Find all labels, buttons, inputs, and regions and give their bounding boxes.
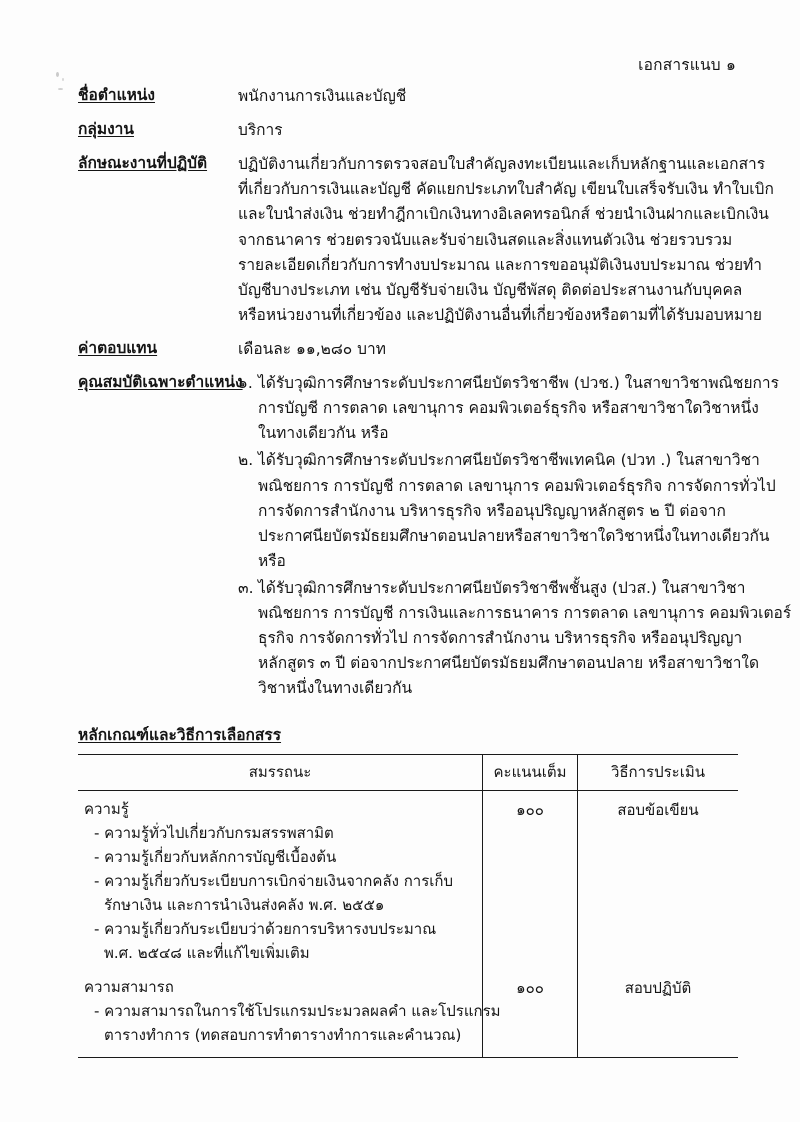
competency-group-title: ความสามารถ	[84, 977, 174, 996]
duties-line: บัญชีบางประเภท เช่น บัญชีรับจ่ายเงิน บัญชีพัสดุ ติดต่อประสานงานกับบุคคล	[238, 280, 743, 299]
qualification-item	[238, 576, 791, 702]
work-group-label: กลุ่มงาน	[78, 120, 134, 139]
full-score-value: ๑๐๐	[516, 800, 544, 819]
qualification-item	[238, 448, 791, 574]
qualification-line: หลักสูตร ๓ ปี ต่อจากประกาศนียบัตรมัธยมศึกษาตอนปลาย หรือสาขาวิชาใด	[258, 654, 760, 673]
duties-value	[238, 152, 774, 328]
list-item-continuation: รักษาเงิน และการนำเงินส่งคลัง พ.ศ. ๒๕๕๑	[104, 895, 385, 914]
cell-full-score	[483, 790, 578, 969]
list-item: - ความรู้ทั่วไปเกี่ยวกับกรมสรรพสามิต	[94, 823, 334, 842]
assessment-method-value: สอบข้อเขียน	[617, 800, 699, 819]
qualification-line: ประกาศนียบัตรมัธยมศึกษาตอนปลายหรือสาขาวิชาใดวิชาหนึ่งในทางเดียวกัน	[258, 526, 770, 545]
qualification-line: ในทางเดียวกัน หรือ	[258, 424, 389, 443]
criteria-heading: หลักเกณฑ์และวิธีการเลือกสรร	[78, 725, 282, 744]
qualification-line: การบัญชี การตลาด เลขานุการ คอมพิวเตอร์ธุรกิจ หรือสาขาวิชาใดวิชาหนึ่ง	[258, 399, 759, 418]
duties-line: ที่เกี่ยวกับการเงินและบัญชี คัดแยกประเภทใบสำคัญ เขียนใบเสร็จรับเงิน ทำใบเบิก	[238, 180, 774, 199]
attachment-label: เอกสารแนบ ๑	[638, 56, 736, 74]
scan-artifact-speck	[56, 72, 59, 77]
table-header-row	[78, 754, 738, 790]
qualification-number: ๑.	[238, 374, 253, 393]
position-title-value: พนักงานการเงินและบัญชี	[238, 87, 407, 105]
qualifications-label: คุณสมบัติเฉพาะตำแหน่ง	[78, 373, 243, 392]
qualification-text	[258, 576, 791, 702]
compensation-label: ค่าตอบแทน	[78, 338, 158, 357]
qualification-line: ได้รับวุฒิการศึกษาระดับประกาศนียบัตรวิชาชีพเทคนิค (ปวท .) ในสาขาวิชา	[258, 451, 760, 470]
qualification-line: หรือ	[258, 551, 286, 570]
list-item: - ความรู้เกี่ยวกับหลักการบัญชีเบื้องต้น	[94, 847, 337, 866]
duties-label: ลักษณะงานที่ปฏิบัติ	[78, 154, 208, 173]
field-qualifications	[78, 371, 792, 703]
qualification-text	[258, 448, 791, 574]
full-score-value: ๑๐๐	[516, 978, 544, 997]
criteria-table-body	[78, 790, 738, 1057]
qualification-line: ได้รับวุฒิการศึกษาระดับประกาศนียบัตรวิชาชีพ (ปวช.) ในสาขาวิชาพณิชยการ	[258, 374, 779, 393]
compensation-value: เดือนละ ๑๑,๒๘๐ บาท	[238, 339, 386, 358]
list-item-continuation: พ.ศ. ๒๕๔๘ และที่แก้ไขเพิ่มเติม	[104, 943, 310, 962]
cell-competency	[78, 969, 501, 1058]
table-row	[78, 790, 738, 969]
field-work-group	[78, 118, 738, 143]
work-group-value: บริการ	[238, 121, 283, 140]
competency-item-list	[84, 821, 474, 965]
qualification-line: การจัดการสำนักงาน บริหารธุรกิจ หรืออนุปริญญาหลักสูตร ๒ ปี ต่อจาก	[258, 501, 726, 520]
duties-line: รายละเอียดเกี่ยวกับการทำงบประมาณ และการขออนุมัติเงินงบประมาณ ช่วยทำ	[238, 255, 762, 274]
column-header-assessment-method: วิธีการประเมิน	[578, 754, 739, 790]
position-title-label: ชื่อตำแหน่ง	[78, 86, 155, 104]
duties-line: หรือหน่วยงานที่เกี่ยวข้อง และปฏิบัติงานอื่นที่เกี่ยวข้องหรือตามที่ได้รับมอบหมาย	[238, 305, 762, 324]
list-item: - ความรู้เกี่ยวกับระเบียบว่าด้วยการบริหารงบประมาณ พ.ศ. ๒๕๔๘ และที่แก้ไขเพิ่มเติม	[94, 917, 474, 965]
field-compensation	[78, 337, 738, 362]
field-position-title	[78, 84, 738, 109]
list-item-continuation: ตารางทำการ (ทดสอบการทำตารางทำการและคำนวณ)	[104, 1025, 462, 1044]
qualification-line: ได้รับวุฒิการศึกษาระดับประกาศนียบัตรวิชาชีพชั้นสูง (ปวส.) ในสาขาวิชา	[258, 578, 746, 597]
competency-item-list	[84, 999, 501, 1047]
cell-assessment-method	[578, 790, 739, 969]
competency-group-title: ความรู้	[84, 799, 129, 818]
scan-artifact-speck	[58, 88, 63, 90]
field-duties	[78, 152, 774, 328]
qualification-text	[258, 371, 791, 446]
column-header-competency: สมรรถนะ	[78, 754, 483, 790]
qualifications-list	[238, 371, 791, 703]
qualification-number: ๓.	[238, 578, 254, 597]
document-content	[78, 84, 792, 1058]
scan-artifact-speck	[62, 78, 64, 81]
cell-spacer	[84, 1047, 474, 1053]
cell-assessment-method	[578, 969, 739, 1058]
qualification-number: ๒.	[238, 451, 254, 470]
list-item: - ความสามารถในการใช้โปรแกรมประมวลผลคำ และโปรแกรม ตารางทำการ (ทดสอบการทำตารางทำการและคำนวณ)	[94, 999, 474, 1047]
list-item: - ความรู้เกี่ยวกับระเบียบการเบิกจ่ายเงินจากคลัง การเก็บ รักษาเงิน และการนำเงินส่งคลัง พ.ศ. ๒๕๕๑	[94, 869, 474, 917]
column-header-full-score: คะแนนเต็ม	[483, 754, 578, 790]
duties-line: และใบนำส่งเงิน ช่วยทำฎีกาเบิกเงินทางอิเลคทรอนิกส์ ช่วยนำเงินฝากและเบิกเงิน	[238, 205, 769, 224]
criteria-table	[78, 754, 738, 1058]
duties-line: ปฏิบัติงานเกี่ยวกับการตรวจสอบใบสำคัญลงทะเบียนและเก็บหลักฐานและเอกสาร	[238, 155, 766, 174]
cell-competency	[78, 790, 483, 969]
table-row	[78, 969, 738, 1058]
qualification-line: วิชาหนึ่งในทางเดียวกัน	[258, 679, 413, 698]
qualification-line: พณิชยการ การบัญชี การตลาด เลขานุการ คอมพิวเตอร์ธุรกิจ การจัดการทั่วไป	[258, 476, 776, 495]
qualification-line: ธุรกิจ การจัดการทั่วไป การจัดการสำนักงาน บริหารธุรกิจ หรืออนุปริญญา	[258, 629, 743, 648]
criteria-table-head	[78, 754, 738, 790]
duties-line: จากธนาคาร ช่วยตรวจนับและรับจ่ายเงินสดและสิ่งแทนตัวเงิน ช่วยรวบรวม	[238, 230, 733, 249]
qualification-line: พณิชยการ การบัญชี การเงินและการธนาคาร การตลาด เลขานุการ คอมพิวเตอร์	[258, 604, 792, 623]
assessment-method-value: สอบปฏิบัติ	[624, 978, 692, 997]
qualification-item	[238, 371, 791, 446]
